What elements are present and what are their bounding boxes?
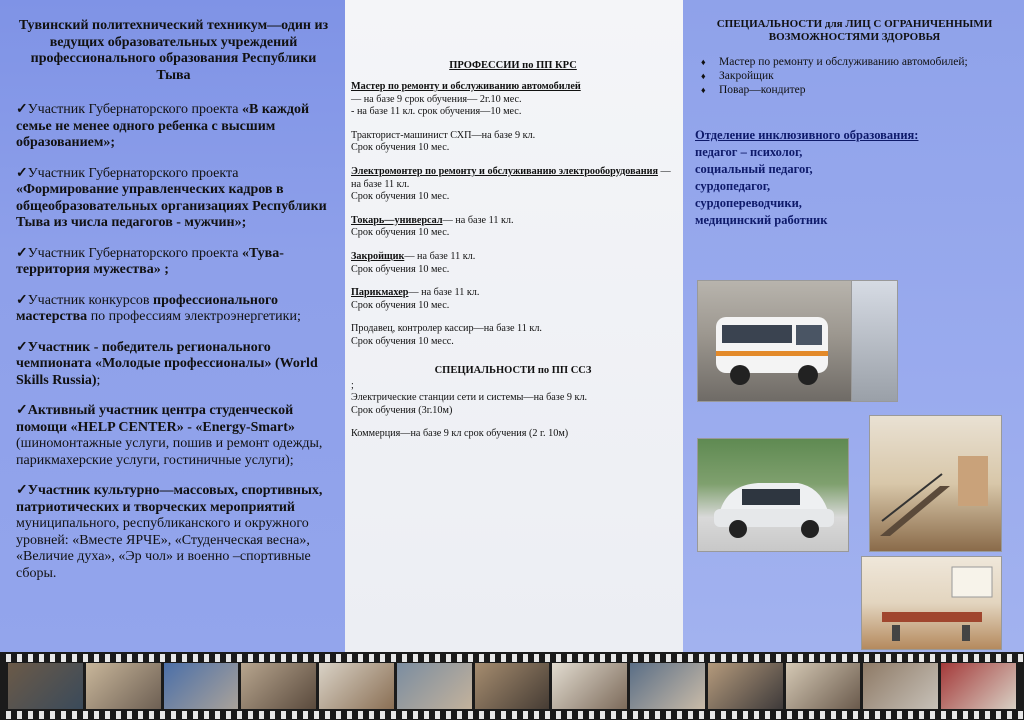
filmstrip-frames [8, 663, 1016, 709]
achievement-bold-text: Участник - победитель регионального чемпионата «Молодые профессионалы» (World Skills Russia) [16, 339, 318, 388]
achievement-bold-text: «Формирование управленческих кадров в общеобразовательных организациях Республики Тыва из числа педагогов - мужчин»; [16, 182, 327, 230]
film-frame [241, 663, 316, 709]
achievement-item [16, 293, 331, 326]
profession-duration: Срок обучения 10 мес. [351, 299, 450, 311]
profession-duration: Срок обучения 10 месс. [351, 335, 454, 347]
classroom-photo [861, 556, 1002, 650]
achievement-item [16, 102, 331, 152]
profession-item [351, 81, 675, 119]
achievement-plain-text: Участник конкурсов [27, 292, 154, 308]
inclusive-staff-role: социальный педагог, [695, 162, 813, 176]
film-frame [552, 663, 627, 709]
ovz-specialty: Закройщик [719, 70, 774, 82]
specialty-item [351, 428, 675, 441]
achievement-plain-text: Участник Губернаторского проекта [27, 165, 239, 181]
checkmark-icon: ✓ [16, 339, 28, 355]
profession-base: — на базе 11 кл. [351, 165, 671, 190]
inclusive-staff-role: медицинский работник [695, 213, 828, 227]
right-panel [683, 0, 1024, 652]
profession-duration: — на базе 9 срок обучения— 2г.10 мес. [351, 93, 522, 105]
achievement-tail-text: (шиномонтажные услуги, пошив и ремонт одежды, парикмахерские услуги, гостиничные услуги); [16, 436, 323, 468]
film-frame [397, 663, 472, 709]
profession-base: Продавец, контролер кассир—на базе 11 кл. [351, 323, 542, 335]
profession-title: Мастер по ремонту и обслуживанию автомобилей [351, 81, 581, 92]
profession-item [351, 166, 675, 204]
profession-title: Токарь—универсал [351, 214, 443, 226]
achievement-tail-text: муниципального, республиканского и окружного уровней: «Вместе ЯРЧЕ», «Студенческая весна», «Величие духа», «Эр чол» и военно –спортивные сборы. [16, 516, 311, 581]
inclusive-staff-role: сурдопедагог, [695, 179, 771, 193]
achievement-bold-text: профессионального мастерства [16, 292, 278, 324]
ramp-icon [870, 416, 1001, 551]
film-perforation-top [0, 654, 1024, 662]
achievement-bold-text: «Тува-территория мужества» ; [16, 245, 284, 277]
ovz-heading: СПЕЦИАЛЬНОСТИ для ЛИЦ С ОГРАНИЧЕННЫМИ ВОЗМОЖНОСТЯМИ ЗДОРОВЬЯ [716, 18, 993, 43]
film-frame [164, 663, 239, 709]
achievement-bold-text: Активный участник центра студенческой помощи «HELP CENTER» - «Energy-Smart» [16, 403, 295, 435]
classroom-icon [862, 557, 1001, 649]
minibus-photo [697, 280, 852, 402]
checkmark-icon: ✓ [16, 165, 28, 181]
achievement-item [16, 340, 331, 390]
profession-title: Электромонтер по ремонту и обслуживанию электрооборудования [351, 165, 658, 177]
photo-filmstrip [0, 652, 1024, 720]
specialty-title: Электрические станции сети и системы—на базе 9 кл. [351, 392, 588, 404]
profession-base: — на базе 11 кл. [442, 214, 514, 226]
specialty-item [351, 392, 675, 417]
achievement-tail-text: по профессиям электроэнергетики; [87, 309, 301, 324]
diamond-bullet-icon: ♦ [701, 85, 706, 95]
ssz-semicolon: ; [351, 379, 354, 391]
film-frame [708, 663, 783, 709]
profession-item [351, 323, 675, 348]
achievement-item [16, 166, 331, 232]
film-frame [86, 663, 161, 709]
inclusive-staff-list [695, 144, 1014, 229]
achievement-plain-text: Участник Губернаторского проекта [27, 245, 243, 261]
profession-duration: - на базе 11 кл. срок обучения—10 мес. [351, 106, 522, 118]
profession-item [351, 287, 675, 312]
ramp-photo [869, 415, 1002, 552]
middle-panel [345, 0, 683, 652]
checkmark-icon: ✓ [16, 102, 28, 117]
specialties-list [351, 392, 675, 441]
car-photo [697, 438, 849, 552]
inclusive-department [695, 127, 1014, 229]
profession-title: Закройщик [351, 250, 405, 262]
profession-title: Парикмахер [351, 287, 409, 299]
profession-duration: Срок обучения 10 мес. [351, 191, 450, 203]
car-icon [698, 439, 848, 551]
achievement-item [16, 246, 331, 279]
film-frame [475, 663, 550, 709]
checkmark-icon: ✓ [16, 245, 28, 261]
ovz-list-item [701, 69, 1014, 83]
ssz-heading: СПЕЦИАЛЬНОСТИ по ПП ССЗ [434, 364, 592, 376]
profession-duration: Срок обучения 10 мес. [351, 142, 450, 154]
profession-item [351, 251, 675, 276]
film-frame [941, 663, 1016, 709]
profession-duration: Срок обучения 10 мес. [351, 263, 450, 275]
checkmark-icon: ✓ [16, 403, 28, 418]
diamond-bullet-icon: ♦ [701, 57, 706, 67]
profession-base: — на базе 11 кл. [404, 250, 476, 262]
profession-base: — на базе 11 кл. [408, 287, 480, 299]
film-frame [630, 663, 705, 709]
ovz-specialty: Мастер по ремонту и обслуживанию автомобилей; [719, 56, 968, 68]
professions-list [351, 81, 675, 349]
profession-item [351, 215, 675, 240]
ovz-list-item [701, 55, 1014, 69]
film-frame [319, 663, 394, 709]
checkmark-icon: ✓ [16, 292, 28, 308]
specialty-title: Коммерция—на базе 9 кл срок обучения (2 г. 10м) [351, 428, 569, 440]
inclusive-staff-role: педагог – психолог, [695, 145, 803, 159]
left-panel [0, 0, 345, 652]
achievement-bold-text: Участник культурно—массовых, спортивных, патриотических и творческих мероприятий [16, 483, 323, 515]
diamond-bullet-icon: ♦ [701, 71, 706, 81]
ovz-list [695, 55, 1014, 97]
checkmark-icon: ✓ [16, 483, 28, 498]
profession-item [351, 130, 675, 155]
achievement-bold-text: «В каждой семье не менее одного ребенка с высшим образованием»; [16, 102, 310, 150]
film-perforation-bottom [0, 711, 1024, 719]
profession-base: Тракторист-машинист СХП—на базе 9 кл. [351, 129, 536, 141]
specialty-duration: Срок обучения (3г.10м) [351, 404, 453, 416]
achievement-item [16, 403, 331, 469]
achievement-list [16, 102, 331, 582]
film-frame [786, 663, 861, 709]
krs-heading: ПРОФЕССИИ по ПП КРС [449, 60, 577, 71]
ovz-specialty: Повар—кондитер [719, 84, 806, 96]
street-photo [851, 280, 898, 402]
profession-duration: Срок обучения 10 мес. [351, 227, 450, 239]
ovz-list-item [701, 83, 1014, 97]
achievement-tail-text: ; [96, 372, 101, 388]
film-frame [863, 663, 938, 709]
college-intro: Тувинский политехнический техникум—один из ведущих образовательных учреждений профессионального образования Республики Тыва [18, 18, 329, 83]
minibus-icon [698, 281, 851, 401]
inclusive-title: Отделение инклюзивного образования: [695, 128, 919, 142]
film-frame [8, 663, 83, 709]
inclusive-staff-role: сурдопереводчики, [695, 196, 802, 210]
achievement-item [16, 483, 331, 582]
achievement-plain-text: Участник Губернаторского проекта [27, 102, 243, 117]
